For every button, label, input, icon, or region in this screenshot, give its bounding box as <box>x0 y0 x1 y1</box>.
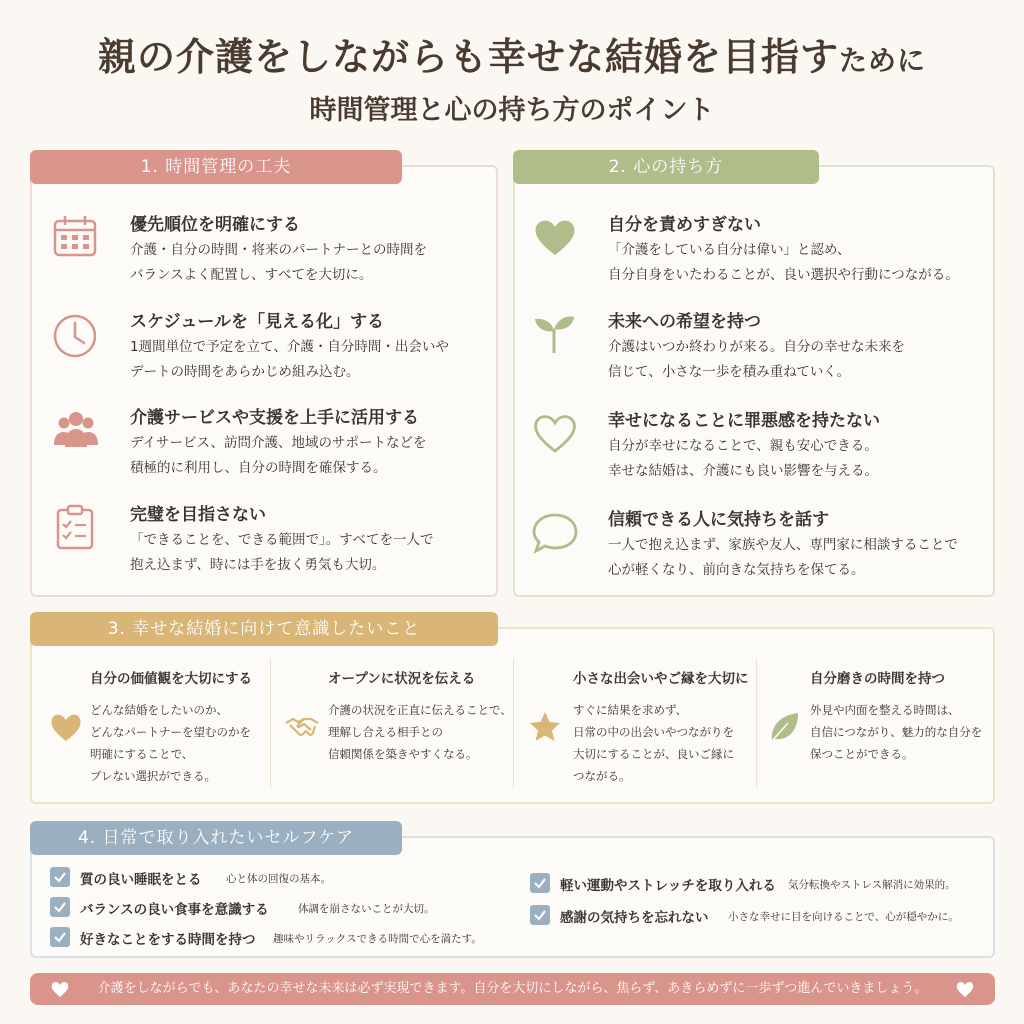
item-body: 自分が幸せになることで、親も安心できる。 幸せな結婚は、介護にも良い影響を与える。 <box>608 438 878 479</box>
item-title: 自分を責めすぎない <box>608 215 761 235</box>
item-body: 介護・自分の時間・将来のパートナーとの時間を バランスよく配置し、すべてを大切に。 <box>130 242 427 283</box>
self-care-title: 質の良い睡眠をとる <box>80 872 202 888</box>
clock-icon <box>52 309 102 359</box>
self-care-note: 心と体の回復の基本。 <box>226 873 331 885</box>
handshake-icon <box>284 709 320 745</box>
col-title: 自分の価値観を大切にする <box>90 671 252 687</box>
heart-filled-icon <box>530 212 580 262</box>
column-divider <box>513 658 514 788</box>
section-mindset-header: 2. 心の持ち方 <box>513 150 819 184</box>
column-divider <box>270 658 271 788</box>
star-icon <box>527 709 563 745</box>
page-title: 親の介護をしながらも幸せな結婚を目指すために <box>97 34 927 79</box>
section-happy-marriage-header: 3. 幸せな結婚に向けて意識したいこと <box>30 612 498 646</box>
item-title: 信頼できる人に気持ちを話す <box>608 510 829 530</box>
section-self-care-header: 4. 日常で取り入れたいセルフケア <box>30 821 402 855</box>
heart-icon <box>48 709 84 745</box>
marriage-col-encounters <box>515 657 755 797</box>
heart-outline-icon <box>530 408 580 458</box>
item-body: 「できることを、できる範囲で」。すべてを一人で 抱え込まず、時には手を抜く勇気も大切。 <box>130 532 434 573</box>
item-body: 介護はいつか終わりが来る。自分の幸せな未来を 信じて、小さな一歩を積み重ねていく。 <box>608 339 905 380</box>
item-title: 介護サービスや支援を上手に活用する <box>130 408 419 428</box>
marriage-col-open <box>272 657 512 797</box>
sprout-icon <box>530 309 580 359</box>
item-title: 優先順位を明確にする <box>130 215 300 235</box>
self-care-note: 体調を崩さないことが大切。 <box>298 903 435 915</box>
col-body: 介護の状況を正直に伝えることで、 理解し合える相手との 信頼関係を築きやすくなる。 <box>328 703 512 761</box>
col-title: 自分磨きの時間を持つ <box>810 671 945 687</box>
item-body: 「介護をしている自分は偉い」と認め、 自分自身をいたわることが、良い選択や行動につながる。 <box>608 242 959 283</box>
item-title: 未来への希望を持つ <box>608 312 761 332</box>
checkbox-icon <box>50 867 70 887</box>
item-title: 完璧を目指さない <box>130 505 266 525</box>
footer-text: 介護をしながらでも、あなたの幸せな未来は必ず実現できます。自分を大切にしながら、焦らず、あきらめずに一歩ずつ進んでいきましょう。 <box>97 981 928 996</box>
marriage-col-self-improvement <box>758 657 994 797</box>
item-body: 一人で抱え込まず、家族や友人、専門家に相談することで 心が軽くなり、前向きな気持ちを保てる。 <box>608 537 958 578</box>
self-care-title: 感謝の気持ちを忘れない <box>560 910 709 926</box>
people-icon <box>52 405 102 455</box>
checkbox-icon <box>50 927 70 947</box>
self-care-title: 好きなことをする時間を持つ <box>80 932 256 948</box>
calendar-icon <box>52 212 102 262</box>
self-care-note: 趣味やリラックスできる時間で心を満たす。 <box>273 933 482 945</box>
section-time-management-header: 1. 時間管理の工夫 <box>30 150 402 184</box>
marriage-col-values <box>30 657 270 797</box>
self-care-title: 軽い運動やストレッチを取り入れる <box>560 878 776 894</box>
column-divider <box>756 658 757 788</box>
col-title: オープンに状況を伝える <box>328 671 476 687</box>
item-title: スケジュールを「見える化」する <box>130 312 384 332</box>
col-body: どんな結婚をしたいのか、 どんなパートナーを望むのかを 明確にすることで、 ブレない選択ができる。 <box>90 703 251 783</box>
col-title: 小さな出会いやご縁を大切に <box>573 671 749 687</box>
checkbox-icon <box>530 873 550 893</box>
checkbox-icon <box>530 905 550 925</box>
col-body: 外見や内面を整える時間は、 自信につながり、魅力的な自分を 保つことができる。 <box>810 703 983 761</box>
col-body: すぐに結果を求めず、 日常の中の出会いやつながりを 大切にすることが、良いご縁に つながる。 <box>573 703 734 783</box>
checklist-icon <box>52 502 102 552</box>
heart-icon <box>50 979 70 999</box>
self-care-note: 小さな幸せに目を向けることで、心が穏やかに。 <box>728 911 959 923</box>
checkbox-icon <box>50 897 70 917</box>
item-body: デイサービス、訪問介護、地域のサポートなどを 積極的に利用し、自分の時間を確保する。 <box>130 435 427 476</box>
item-title: 幸せになることに罪悪感を持たない <box>608 411 880 431</box>
leaf-icon <box>766 709 802 745</box>
heart-icon <box>955 979 975 999</box>
footer-banner <box>30 973 995 1005</box>
self-care-note: 気分転換やストレス解消に効果的。 <box>788 879 956 891</box>
item-body: 1週間単位で予定を立て、介護・自分時間・出会いや デートの時間をあらかじめ組み込む。 <box>130 339 449 380</box>
speech-bubble-icon <box>530 507 580 557</box>
self-care-title: バランスの良い食事を意識する <box>80 902 269 918</box>
page-subtitle: 時間管理と心の持ち方のポイント <box>309 95 715 126</box>
